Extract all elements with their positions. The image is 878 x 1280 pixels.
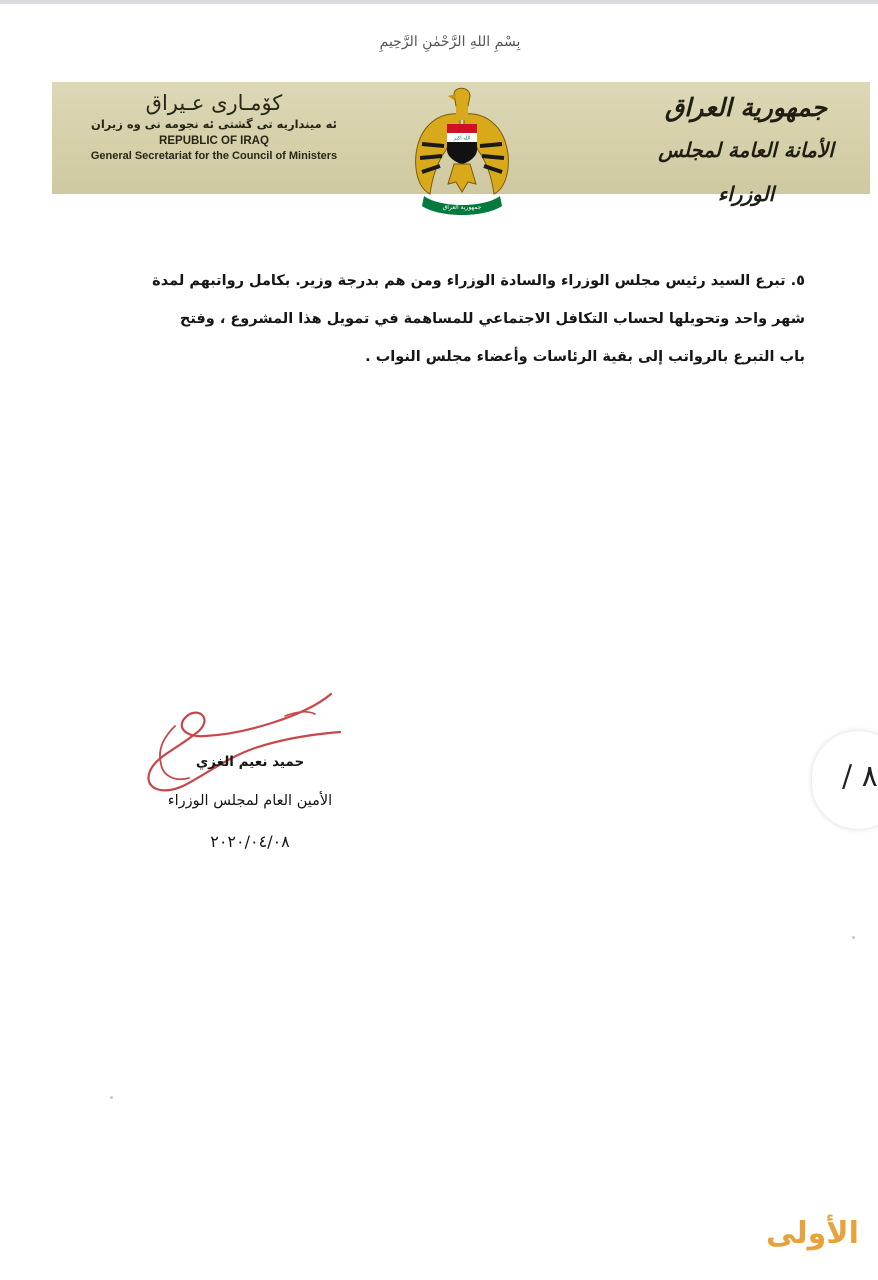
kurdish-title: كۆمـاری عـیراق [145,91,283,115]
body-paragraph [112,262,805,376]
secretariat-english: General Secretariat for the Council of Ministers [90,150,338,162]
basmala: بِسْمِ اللهِ الرَّحْمٰنِ الرَّحِيمِ [379,34,521,50]
body-line: باب التبرع بالرواتب إلى بقية الرئاسات وأعضاء مجلس النواب . [365,349,805,365]
emblem-ribbon-text: جمهورية العراق [442,204,482,211]
letterhead-left-block [64,90,364,164]
watermark-logo [766,1216,866,1268]
page-number-label: ٨ / [842,759,878,794]
emblem-inscription: الله اكبر [453,135,471,142]
republic-english: REPUBLIC OF IRAQ [159,135,269,147]
emblem-flag-black [447,142,477,164]
document-page [0,4,878,1280]
arabic-secretariat: الأمانة العامة لمجلس الوزراء [658,138,834,206]
letterhead-right-block [636,88,856,216]
body-line: ٥. تبرع السيد رئيس مجلس الوزراء والسادة الوزراء ومن هم بدرجة وزير. بكامل رواتبهم لمدة [152,273,805,289]
arabic-republic: جمهورية العراق [664,93,828,122]
speck [110,1096,113,1099]
handwritten-signature [135,686,350,801]
document-date: ٢٠٢٠/٠٤/٠٨ [210,832,290,851]
eagle-emblem [410,84,514,222]
kurdish-subtitle: ئه‌ مینداریه‌ تی گشتی ئه‌ نجومه‌ نی وه‌ زیران [91,117,337,131]
body-line: شهر واحد وتحويلها لحساب التكافل الاجتماعي للمساهمة في تمويل هذا المشروع ، وفتح [179,311,805,327]
signatory-name: حميد نعيم الغزي [195,754,305,770]
watermark-text: الأولى [766,1216,859,1251]
emblem-flag-red [447,124,477,133]
speck [852,936,855,939]
page-number-tab[interactable] [812,731,878,829]
signatory-title: الأمين العام لمجلس الوزراء [167,793,333,809]
